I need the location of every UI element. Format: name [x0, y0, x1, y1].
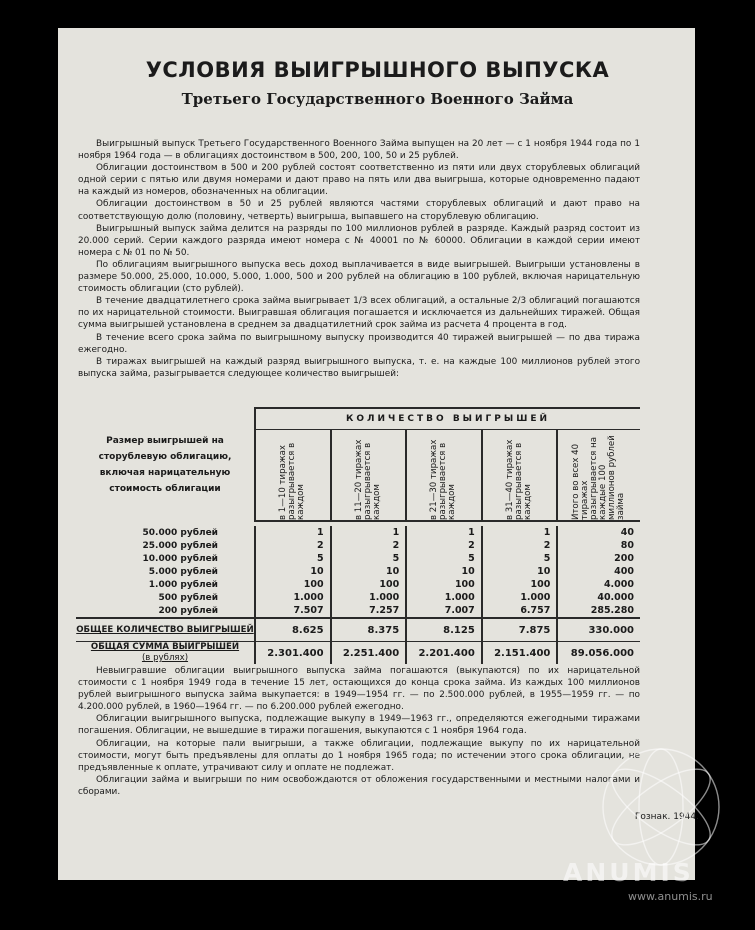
prize-count-cell: 6.757 [482, 604, 558, 618]
prize-count-cell: 40.000 [557, 591, 640, 604]
watermark-text: ANUMIS [563, 858, 694, 887]
row-header: Размер выигрышей на сторублевую облигацию, включая нарицательную стоимость облигации [98, 435, 232, 494]
total-sum-cell: 2.151.400 [482, 642, 558, 665]
total-count-cell: 7.875 [482, 619, 558, 642]
prize-count-cell: 7.007 [406, 604, 482, 618]
prize-count-cell: 2 [331, 539, 407, 552]
closing-paragraph: Невыигравшие облигации выигрышного выпуска займа погашаются (выкупаются) по их нарицательной стоимости с 1 ноября 1949 года в течение 15 лет, остающихся до конца срока займа. Из каждых 100 миллионов рублей выигрышного выпуска займа выкупается: в 1949—1954 гг. — по 2.500.000 рублей, в 1955—1959 гг. — по 4.200.000 рублей, в 1960—1964 гг. — по 6.200.000 рублей ежегодно. [78, 666, 640, 713]
table-row [76, 539, 640, 552]
prize-count-cell: 2 [255, 539, 331, 552]
prize-amount-cell: 200 рублей [158, 605, 218, 616]
prize-count-cell: 1.000 [255, 591, 331, 604]
intro-paragraph: Облигации достоинством в 50 и 25 рублей являются частями сторублевых облигаций и дают право на соответствующую долю (половину, четверть) выигрыша, выпавшего на сторублевую облигацию. [78, 199, 640, 222]
column-header: в 11—20 тиражах разыгрывается в каждом [331, 430, 407, 522]
prize-count-cell: 100 [331, 578, 407, 591]
total-sum-cell: 89.056.000 [557, 642, 640, 665]
intro-paragraph: Облигации достоинством в 500 и 200 рублей состоят соответственно из пяти или двух сторублевых облигаций одной серии с пятью или двумя номерами и дают право на пять или два выигрыша, которые одновременно падают на каждый из номеров, обозначенных на облигации. [78, 163, 640, 198]
table-row [76, 565, 640, 578]
intro-paragraph: Выигрышный выпуск займа делится на разряды по 100 миллионов рублей в разряде. Каждый разряд состоит из 20.000 серий. Серии каждого разряда имеют номера с № 40001 по № 60000. Облигации в каждой серии имеют номера с № 01 по № 50. [78, 223, 640, 258]
table-main-header: КОЛИЧЕСТВО ВЫИГРЫШЕЙ [255, 408, 640, 430]
prize-count-cell: 2 [406, 539, 482, 552]
table-row [76, 552, 640, 565]
prize-count-cell: 5 [255, 552, 331, 565]
table-row [76, 526, 640, 539]
total-count-label: ОБЩЕЕ КОЛИЧЕСТВО ВЫИГРЫШЕЙ [76, 625, 254, 635]
intro-paragraph: В тиражах выигрышей на каждый разряд выигрышного выпуска, т. е. на каждые 100 миллионов рублей этого выпуска займа, разыгрывается следующее количество выигрышей: [78, 356, 640, 379]
closing-paragraph: Облигации, на которые пали выигрыши, а также облигации, подлежащие выкупу по их нарицательной стоимости, могут быть предъявлены для оплаты до 1 ноября 1965 года; по истечении этого срока облигации, не предъявленные к оплате, утрачивают силу и оплате не подлежат. [78, 738, 640, 773]
table-row [76, 578, 640, 591]
prize-count-cell: 4.000 [557, 578, 640, 591]
prize-count-cell: 10 [255, 565, 331, 578]
intro-text [78, 138, 640, 380]
intro-paragraph: По облигациям выигрышного выпуска весь доход выплачивается в виде выигрышей. Выигрыши установлены в размере 50.000, 25.000, 10.000, 5.000, 1.000, 500 и 200 рублей на облигацию в 100 рублей, включая нарицательную стоимость облигации (сто рублей). [78, 259, 640, 295]
prize-amount-cell: 25.000 рублей [142, 540, 218, 551]
prize-count-cell: 400 [557, 565, 640, 578]
total-count-cell: 330.000 [557, 619, 640, 642]
prize-amount-cell: 50.000 рублей [142, 527, 218, 538]
prize-amount-cell: 5.000 рублей [148, 566, 218, 577]
intro-paragraph: В течение всего срока займа по выигрышному выпуску производится 40 тиражей выигрышей — по два тиража ежегодно. [78, 332, 640, 355]
winnings-table [76, 407, 640, 664]
total-sum-label [76, 642, 255, 665]
prize-amount-cell: 500 рублей [158, 592, 218, 603]
total-sum-cell: 2.301.400 [255, 642, 331, 665]
prize-count-cell: 1.000 [406, 591, 482, 604]
prize-count-cell: 1 [482, 526, 558, 539]
prize-count-cell: 7.257 [331, 604, 407, 618]
column-header: в 21—30 тиражах разыгрывается в каждом [406, 430, 482, 522]
total-count-cell: 8.375 [331, 619, 407, 642]
prize-count-cell: 1.000 [331, 591, 407, 604]
printer-imprint: Гознак. 1944. [634, 812, 699, 822]
prize-count-cell: 200 [557, 552, 640, 565]
table-row [76, 591, 640, 604]
closing-text [78, 665, 640, 798]
document-subtitle: Третьего Государственного Военного Займа [181, 90, 574, 108]
total-sum-unit: (в рублях) [141, 653, 189, 663]
watermark-url: www.anumis.ru [628, 890, 713, 903]
watermark-globe-icon [596, 742, 726, 872]
prize-count-cell: 1.000 [482, 591, 558, 604]
prize-count-cell: 100 [406, 578, 482, 591]
prize-count-cell: 10 [482, 565, 558, 578]
prize-amount-cell: 1.000 рублей [148, 579, 218, 590]
prize-count-cell: 7.507 [255, 604, 331, 618]
column-header: в 31—40 тиражах разыгрывается в каждом [482, 430, 558, 522]
prize-amount-cell: 10.000 рублей [142, 553, 218, 564]
total-count-cell: 8.125 [406, 619, 482, 642]
prize-count-cell: 1 [255, 526, 331, 539]
total-sum-cell: 2.201.400 [406, 642, 482, 665]
intro-paragraph: Выигрышный выпуск Третьего Государственного Военного Займа выпущен на 20 лет — с 1 ноября 1944 года по 1 ноября 1964 года — в облигациях достоинством в 500, 200, 100, 50 и 25 рублей. [78, 139, 640, 162]
total-sum-cell: 2.251.400 [331, 642, 407, 665]
closing-paragraph: Облигации займа и выигрыши по ним освобождаются от обложения государственными и местными налогами и сборами. [78, 774, 640, 797]
prize-count-cell: 1 [331, 526, 407, 539]
prize-count-cell: 40 [557, 526, 640, 539]
prize-count-cell: 5 [406, 552, 482, 565]
closing-paragraph: Облигации выигрышного выпуска, подлежащие выкупу в 1949—1963 гг., определяются ежегодными тиражами погашения. Облигации, не вышедшие в тиражи погашения, выкупаются с 1 ноября 1964 года. [78, 714, 640, 737]
prize-count-cell: 10 [331, 565, 407, 578]
total-count-cell: 8.625 [255, 619, 331, 642]
table-row [76, 604, 640, 618]
column-header: в 1—10 тиражах разыгрывается в каждом [255, 430, 331, 522]
document-title: УСЛОВИЯ ВЫИГРЫШНОГО ВЫПУСКА [145, 58, 610, 82]
prize-count-cell: 285.280 [557, 604, 640, 618]
prize-count-cell: 100 [482, 578, 558, 591]
column-header: Итого во всех 40 тиражах разыгрывается на каждые 100 миллионов рублей займа [557, 430, 640, 522]
prize-count-cell: 10 [406, 565, 482, 578]
prize-count-cell: 5 [331, 552, 407, 565]
total-sum-title: ОБЩАЯ СУММА ВЫИГРЫШЕЙ [90, 642, 240, 652]
prize-count-cell: 100 [255, 578, 331, 591]
prize-count-cell: 80 [557, 539, 640, 552]
prize-count-cell: 1 [406, 526, 482, 539]
prize-count-cell: 2 [482, 539, 558, 552]
intro-paragraph: В течение двадцатилетнего срока займа выигрывает 1/3 всех облигаций, а остальные 2/3 облигаций погашаются по их нарицательной стоимости. Выигравшая облигация погашается и исключается из дальнейших тиражей. Общая сумма выигрышей установлена в среднем за двадцатилетний срок займа из расчета 4 процента в год. [78, 296, 640, 331]
prize-count-cell: 5 [482, 552, 558, 565]
